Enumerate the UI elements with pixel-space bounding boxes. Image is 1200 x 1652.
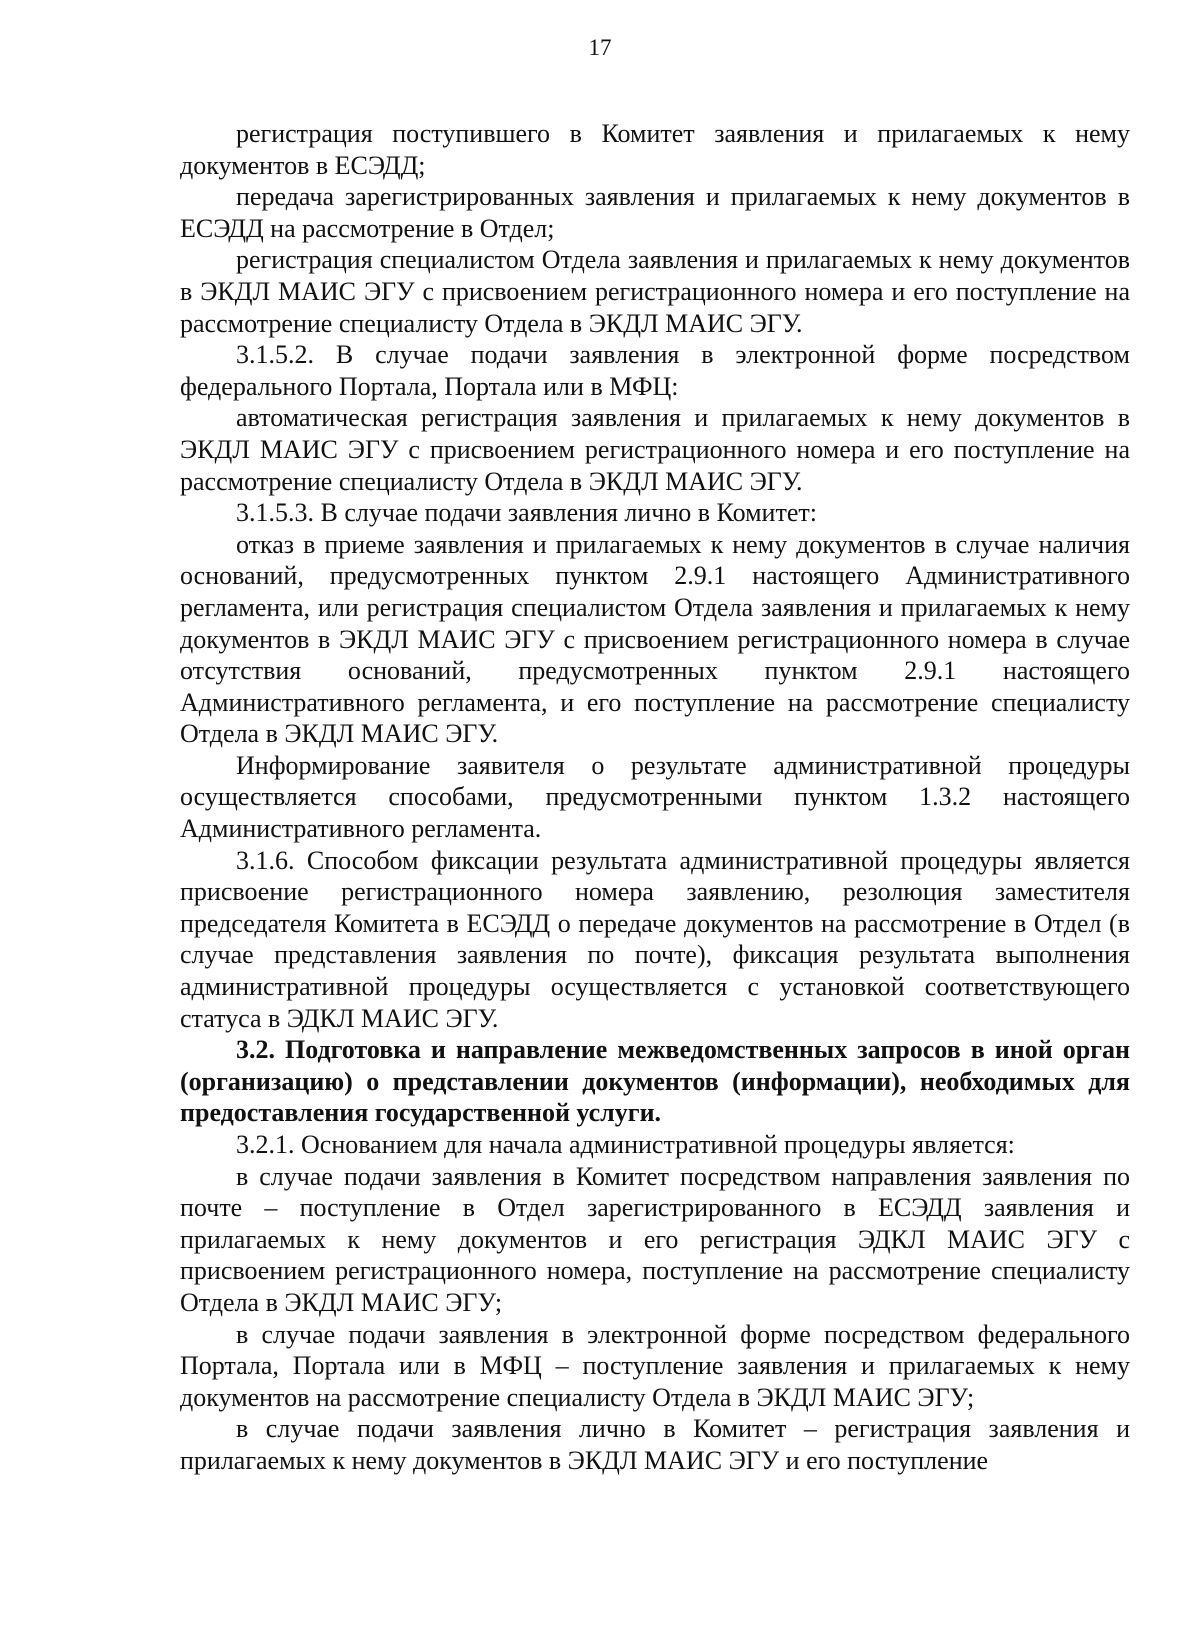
paragraph: передача зарегистрированных заявления и прилагаемых к нему документов в ЕСЭДД на рассмотрение в Отдел;	[180, 182, 1130, 243]
paragraph: 3.1.5.2. В случае подачи заявления в электронной форме посредством федерального Портала, Портала или в МФЦ:	[180, 340, 1130, 401]
paragraph: регистрация специалистом Отдела заявления и прилагаемых к нему документов в ЭКДЛ МАИС ЭГУ с присвоением регистрационного номера и его поступление на рассмотрение специалисту Отдела в ЭКДЛ МАИС ЭГУ.	[180, 245, 1130, 338]
paragraph: отказ в приеме заявления и прилагаемых к нему документов в случае наличия оснований, предусмотренных пунктом 2.9.1 настоящего Административного регламента, или регистрация специалистом Отдела заявления и прилагаемых к нему документов в ЭКДЛ МАИС ЭГУ с присвоением регистрационного номера в случае отсутствия оснований, предусмотренных пунктом 2.9.1 настоящего Административного регламента, и его поступление на рассмотрение специалисту Отдела в ЭКДЛ МАИС ЭГУ.	[180, 529, 1130, 749]
paragraph: регистрация поступившего в Комитет заявления и прилагаемых к нему документов в ЕСЭДД;	[180, 119, 1130, 180]
paragraph: в случае подачи заявления в электронной форме посредством федерального Портала, Портала или в МФЦ – поступление заявления и прилагаемых к нему документов на рассмотрение специалисту Отдела в ЭКДЛ МАИС ЭГУ;	[180, 1319, 1130, 1412]
paragraph: в случае подачи заявления в Комитет посредством направления заявления по почте – поступление в Отдел зарегистрированного в ЕСЭДД заявления и прилагаемых к нему документов и его регистрация ЭДКЛ МАИС ЭГУ с присвоением регистрационного номера, поступление на рассмотрение специалисту Отдела в ЭКДЛ МАИС ЭГУ;	[180, 1161, 1130, 1317]
paragraph: в случае подачи заявления лично в Комитет – регистрация заявления и прилагаемых к нему документов в ЭКДЛ МАИС ЭГУ и его поступление	[180, 1414, 1130, 1475]
paragraph: 3.2.1. Основанием для начала административной процедуры является:	[236, 1130, 1015, 1159]
page-number: 17	[588, 35, 612, 60]
paragraph: 3.1.5.3. В случае подачи заявления лично в Комитет:	[236, 498, 817, 528]
section-heading: 3.2. Подготовка и направление межведомственных запросов в иной орган (организацию) о представлении документов (информации), необходимых для предоставления государственной услуги.	[180, 1035, 1130, 1128]
paragraph: 3.1.6. Способом фиксации результата административной процедуры является присвоение регистрационного номера заявлению, резолюция заместителя председателя Комитета в ЕСЭДД о передаче документов на рассмотрение в Отдел (в случае представления заявления по почте), фиксация результата выполнения административной процедуры осуществляется с установкой соответствующего статуса в ЭДКЛ МАИС ЭГУ.	[180, 845, 1130, 1033]
document-body	[180, 118, 1130, 1477]
paragraph: автоматическая регистрация заявления и прилагаемых к нему документов в ЭКДЛ МАИС ЭГУ с присвоением регистрационного номера и его поступление на рассмотрение специалисту Отдела в ЭКДЛ МАИС ЭГУ.	[180, 403, 1130, 496]
paragraph: Информирование заявителя о результате административной процедуры осуществляется способами, предусмотренными пунктом 1.3.2 настоящего Административного регламента.	[180, 750, 1130, 844]
